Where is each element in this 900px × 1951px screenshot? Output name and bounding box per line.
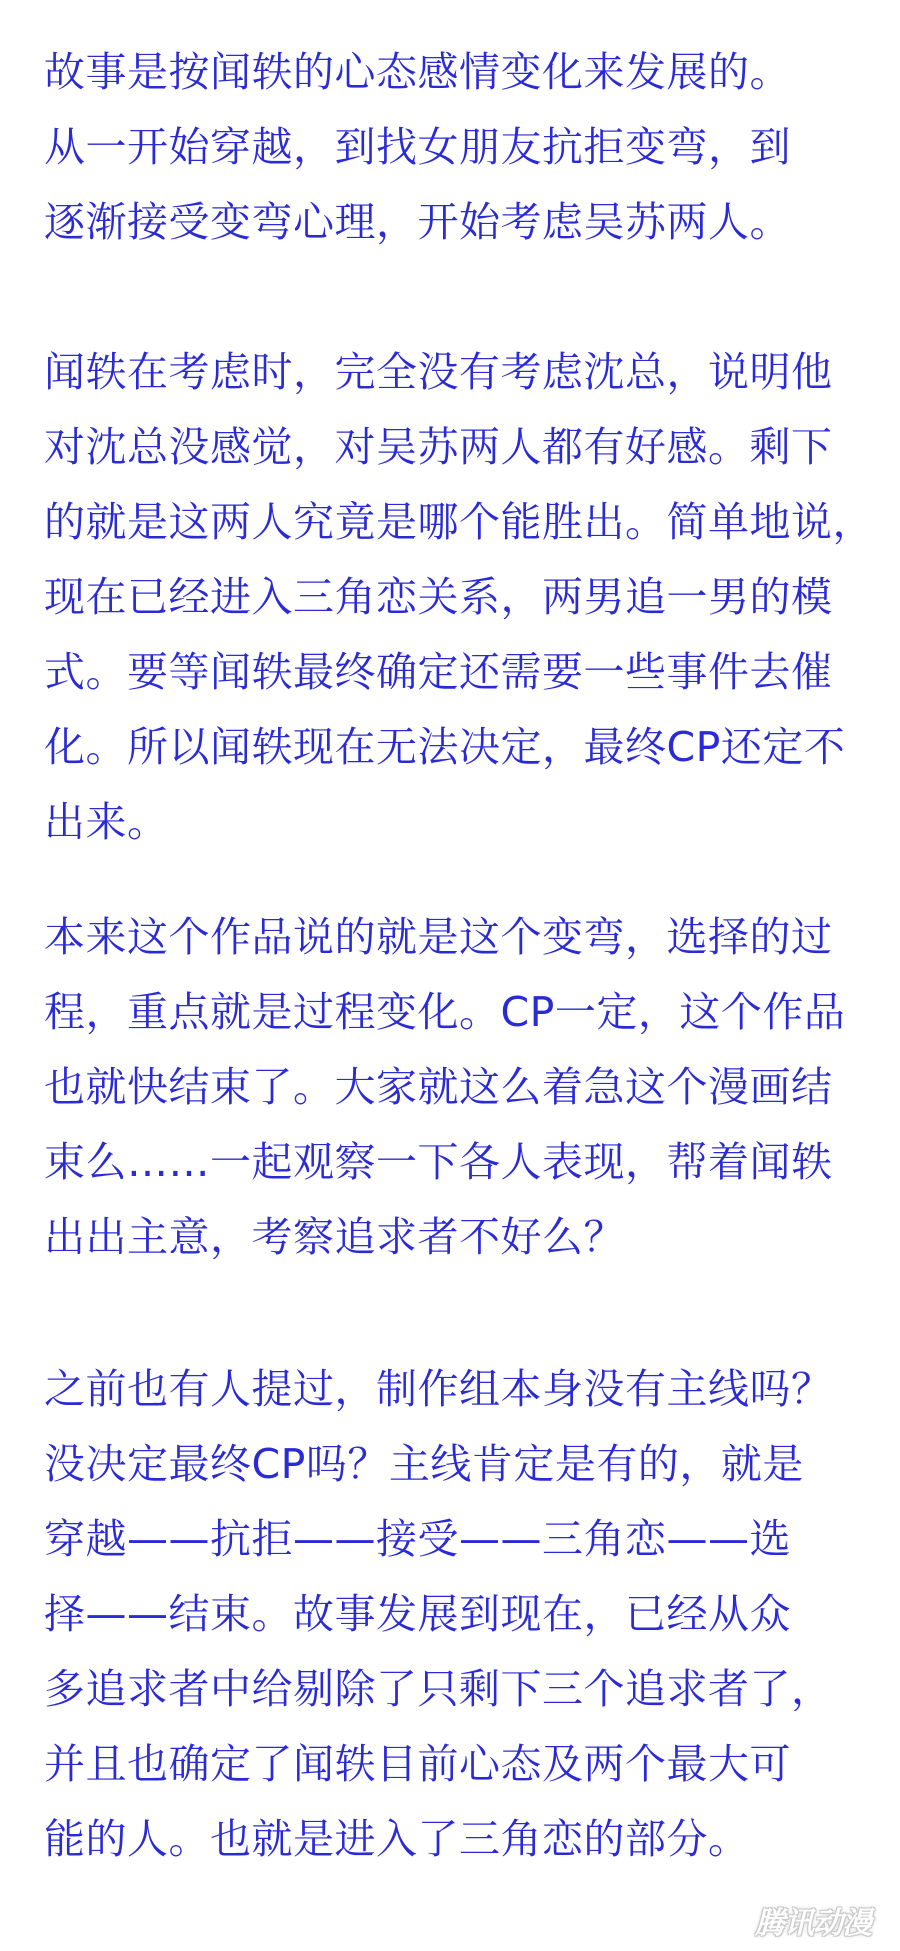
text-line: 闻轶在考虑时，完全没有考虑沈总，说明他 <box>44 348 833 396</box>
text-line: 逐渐接受变弯心理，开始考虑吴苏两人。 <box>44 198 791 246</box>
watermark-text: 腾讯动漫 <box>755 1906 871 1941</box>
text-line: 式。要等闻轶最终确定还需要一些事件去催 <box>44 648 833 696</box>
text-line: 本来这个作品说的就是这个变弯，选择的过 <box>44 913 833 961</box>
text-line: 多追求者中给剔除了只剩下三个追求者了， <box>44 1665 833 1713</box>
watermark-logo <box>738 1897 888 1943</box>
text-line: 束么……一起观察一下各人表现，帮着闻轶 <box>44 1138 833 1186</box>
text-line: 出出主意，考察追求者不好么？ <box>44 1213 625 1261</box>
text-line: 对沈总没感觉，对吴苏两人都有好感。剩下 <box>44 423 833 471</box>
text-line: 程，重点就是过程变化。CP一定，这个作品 <box>44 988 846 1036</box>
text-line: 化。所以闻轶现在无法决定，最终CP还定不 <box>44 723 846 771</box>
text-line: 从一开始穿越，到找女朋友抗拒变弯，到 <box>44 123 791 171</box>
text-line: 并且也确定了闻轶目前心态及两个最大可 <box>44 1740 791 1788</box>
text-line: 现在已经进入三角恋关系，两男追一男的模 <box>44 573 833 621</box>
text-line: 故事是按闻轶的心态感情变化来发展的。 <box>44 48 791 96</box>
text-line: 的就是这两人究竟是哪个能胜出。简单地说， <box>44 498 874 546</box>
paragraph-3 <box>44 900 894 1275</box>
paragraph-1 <box>44 35 894 260</box>
paragraph-2 <box>44 335 894 860</box>
text-line: 之前也有人提过，制作组本身没有主线吗？ <box>44 1365 833 1413</box>
paragraph-4 <box>44 1352 894 1877</box>
text-line: 也就快结束了。大家就这么着急这个漫画结 <box>44 1063 833 1111</box>
text-line: 能的人。也就是进入了三角恋的部分。 <box>44 1815 750 1863</box>
text-line: 穿越——抗拒——接受——三角恋——选 <box>44 1515 791 1563</box>
text-line: 没决定最终CP吗？主线肯定是有的，就是 <box>44 1440 804 1488</box>
text-line: 出来。 <box>44 798 169 846</box>
text-line: 择——结束。故事发展到现在，已经从众 <box>44 1590 791 1638</box>
